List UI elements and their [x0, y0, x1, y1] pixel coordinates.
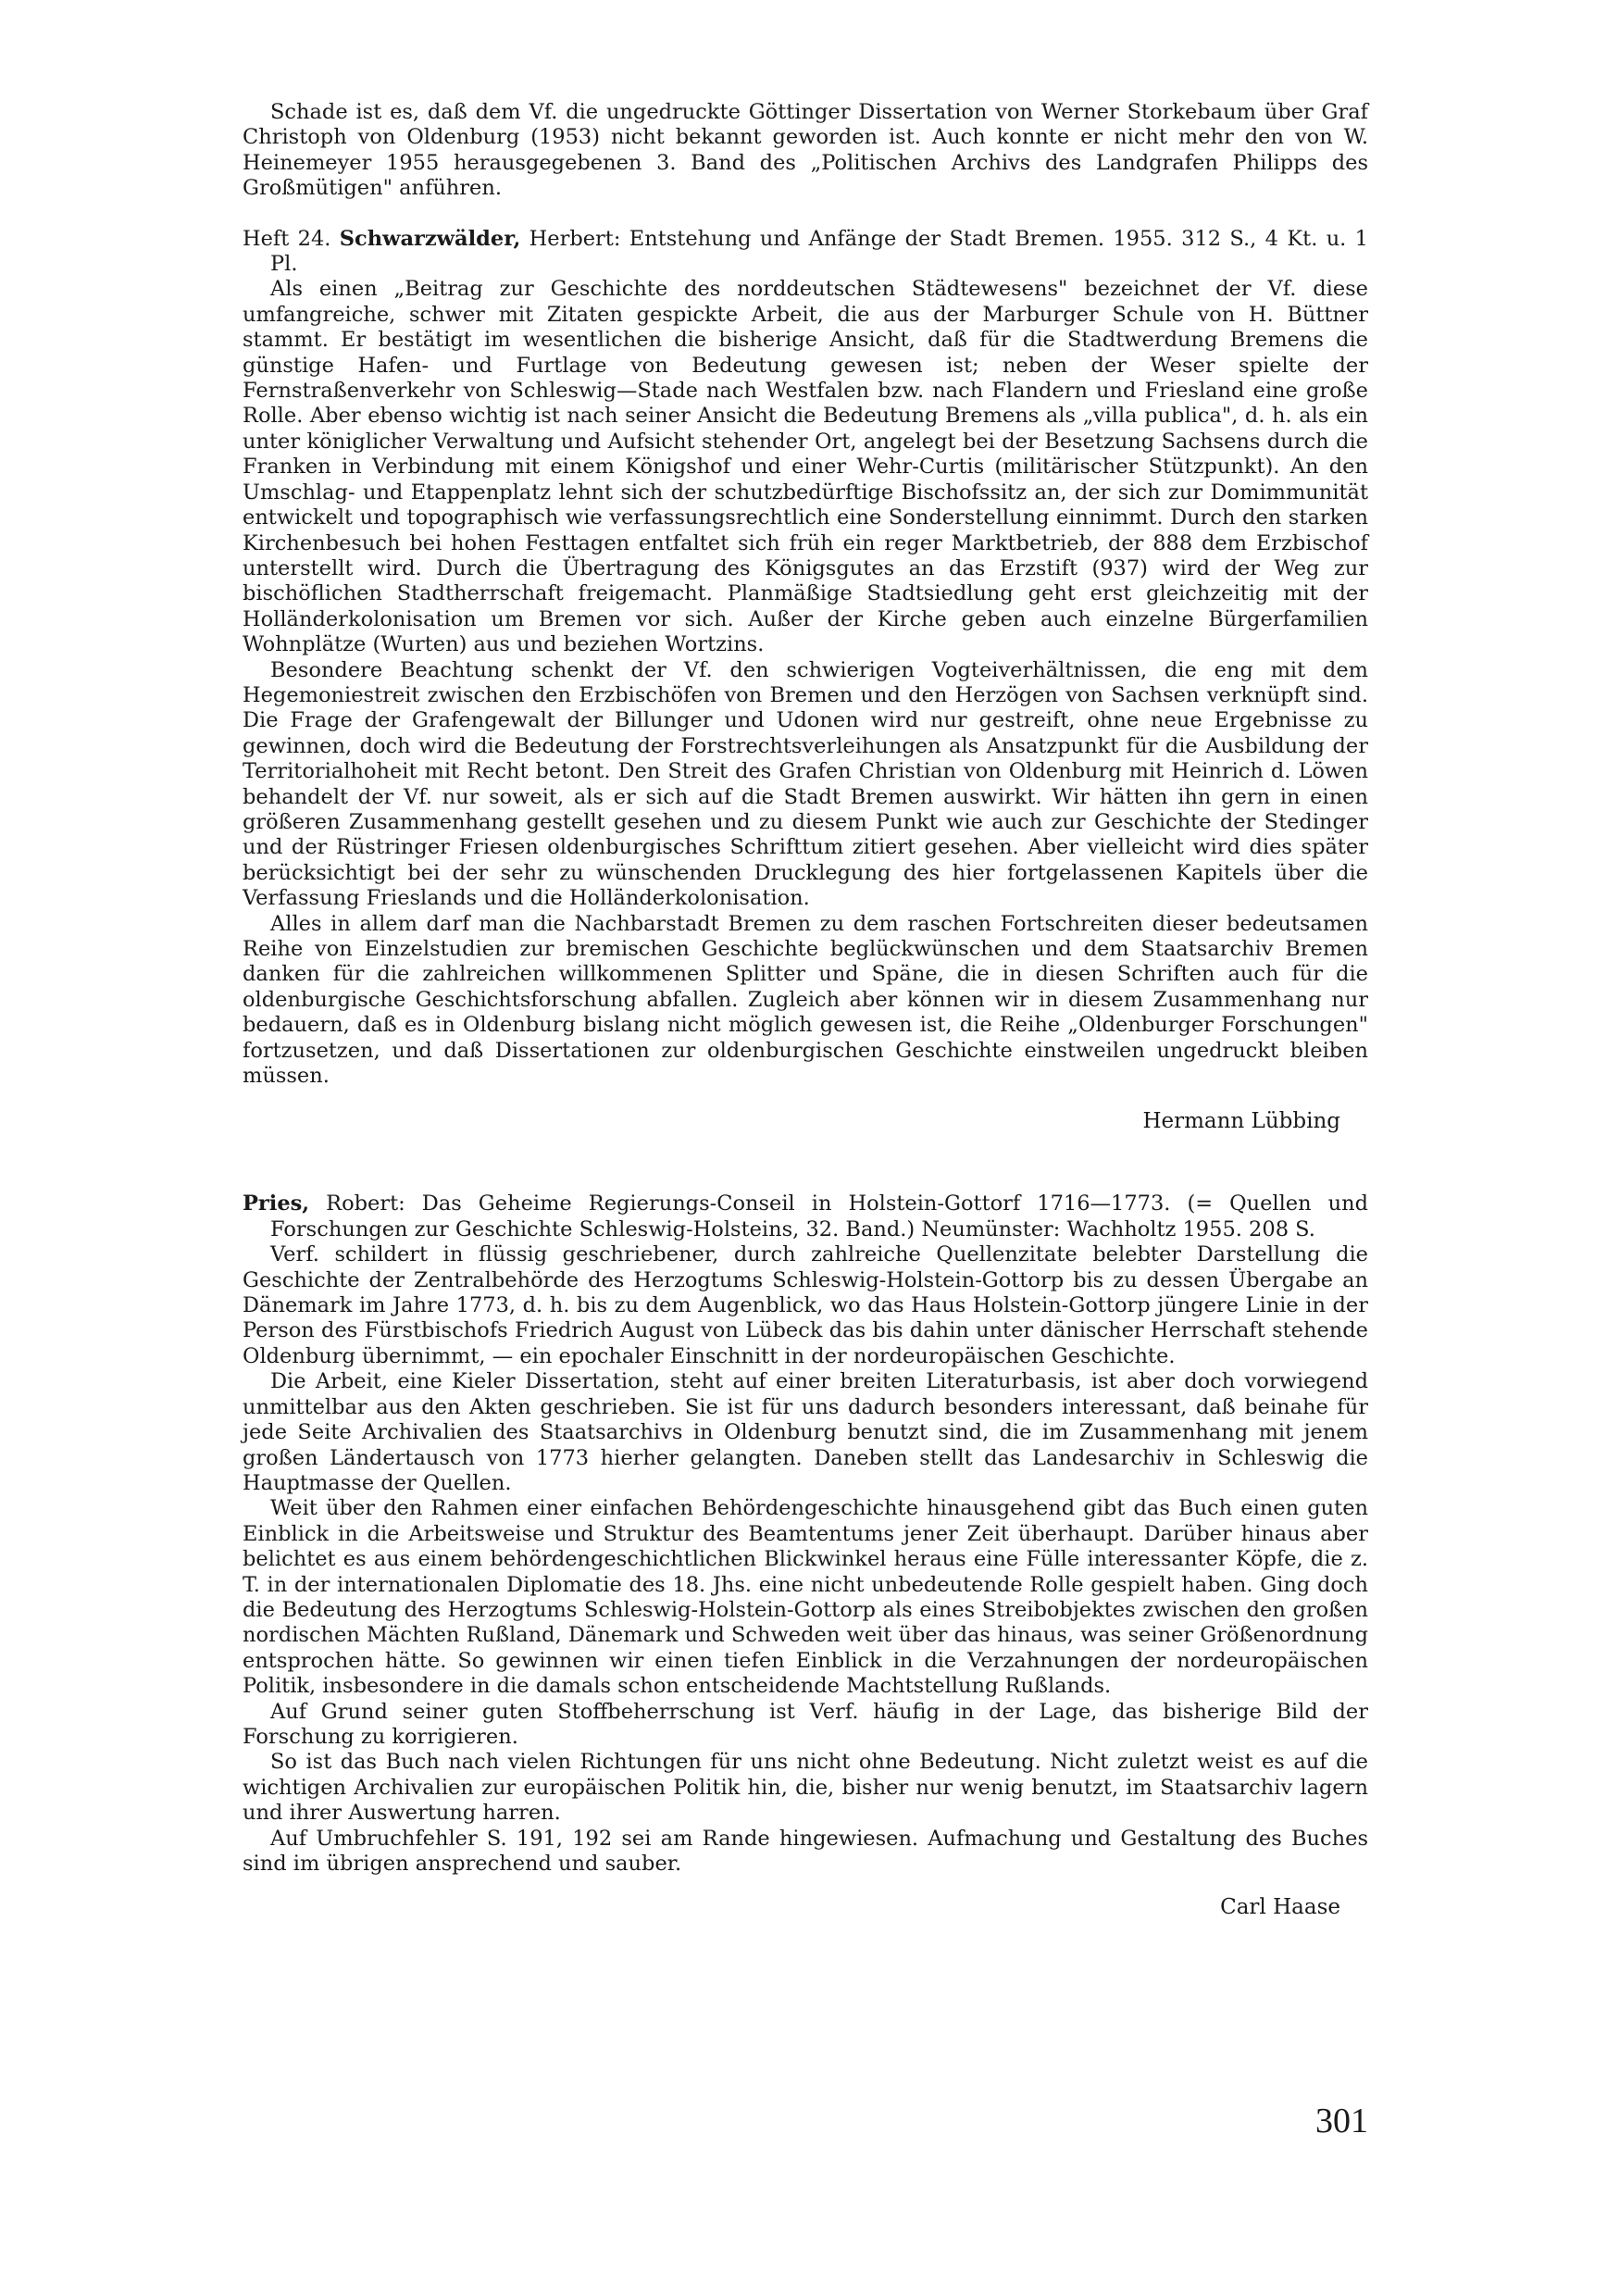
review-2-paragraph: Weit über den Rahmen einer einfachen Behördengeschichte hinausgehend gibt das Buch einen guten Einblick in die Arbeitsweise und Struktur des Beamtentums jener Zeit überhaupt. Darüber hinaus aber belichtet es aus einem behördengeschichtlichen Blickwinkel heraus eine Fülle interessanter Köpfe, die z. T. in der internationalen Diplomatie des 18. Jhs. eine nicht unbedeutende Rolle gespielt haben. Ging doch die Bedeutung des Herzogtums Schleswig-Holstein-Gottorp als eines Streibobjektes zwischen den großen nordischen Mächten Rußland, Dänemark und Schweden weit über das hinaus, was seiner Größenordnung entsprochen hätte. So gewinnen wir einen tiefen Einblick in die Verzahnungen der nordeuropäischen Politik, insbesondere in die damals schon entscheidende Machtstellung Rußlands. [243, 1496, 1368, 1699]
review-2-paragraph: Auf Umbruchfehler S. 191, 192 sei am Rande hingewiesen. Aufmachung und Gestaltung des Buches sind im übrigen ansprechend und sauber. [243, 1826, 1368, 1876]
review-2-citation: Robert: Das Geheime Regierungs-Conseil in Holstein-Gottorf 1716—1773. (= Quellen und Forschungen zur Geschichte Schleswig-Holsteins, 32. Band.) Neumünster: Wachholtz 1955. 208 S. [270, 1192, 1368, 1242]
review-1-paragraph: Als einen „Beitrag zur Geschichte des norddeutschen Städtewesens" bezeichnet der Vf. diese umfangreiche, schwer mit Zitaten gespickte Arbeit, die aus der Marburger Schule von H. Büttner stammt. Er bestätigt im wesentlichen die bisherige Ansicht, daß für die Stadtwerdung Bremens die günstige Hafen- und Furtlage von Bedeutung gewesen ist; neben der Weser spielte der Fernstraßenverkehr von Schleswig—Stade nach Westfalen bzw. nach Flandern und Friesland eine große Rolle. Aber ebenso wichtig ist nach seiner Ansicht die Bedeutung Bremens als „villa publica", d. h. als ein unter königlicher Verwaltung und Aufsicht stehender Ort, angelegt bei der Besetzung Sachsens durch die Franken in Verbindung mit einem Königshof und einer Wehr-Curtis (militärischer Stützpunkt). An den Umschlag- und Etappenplatz lehnt sich der schutzbedürftige Bischofssitz an, der sich zur Domimmunität entwickelt und topographisch wie verfassungsrechtlich eine Sonderstellung einnimmt. Durch den starken Kirchenbesuch bei hohen Festtagen entfaltet sich früh ein reger Marktbetrieb, der 888 dem Erzbischof unterstellt wird. Durch die Übertragung des Königsgutes an das Erzstift (937) wird der Weg zur bischöflichen Stadtherrschaft freigemacht. Planmäßige Stadtsiedlung geht erst gleichzeitig mit der Holländerkolonisation um Bremen vor sich. Außer der Kirche geben auch einzelne Bürgerfamilien Wohnplätze (Wurten) aus und beziehen Wortzins. [243, 277, 1368, 657]
review-2-heading [243, 1192, 1368, 1242]
review-2-reviewer: Carl Haase [1220, 1895, 1340, 1920]
review-2-paragraph: So ist das Buch nach vielen Richtungen für uns nicht ohne Bedeutung. Nicht zuletzt weist es auf die wichtigen Archivalien zur europäischen Politik hin, die, bisher nur wenig benutzt, im Staatsarchiv lagern und ihrer Auswertung harren. [243, 1750, 1368, 1826]
review-2-paragraph: Verf. schildert in flüssig geschriebener, durch zahlreiche Quellenzitate belebter Darstellung die Geschichte der Zentralbehörde des Herzogtums Schleswig-Holstein-Gottorp bis zu dessen Übergabe an Dänemark im Jahre 1773, d. h. bis zu dem Augenblick, wo das Haus Holstein-Gottorp jüngere Linie in der Person des Fürstbischofs Friedrich August von Lübeck das bis dahin unter dänischer Herrschaft stehende Oldenburg übernimmt, — ein epochaler Einschnitt in der nordeuropäischen Geschichte. [243, 1242, 1368, 1368]
review-2-paragraph: Die Arbeit, eine Kieler Dissertation, steht auf einer breiten Literaturbasis, ist aber doch vorwiegend unmittelbar aus den Akten geschrieben. Sie ist für uns dadurch besonders interessant, daß beinahe für jede Seite Archivalien des Staatsarchivs in Oldenburg benutzt sind, die im Zusammenhang mit jenem großen Ländertausch von 1773 hierher gelangten. Daneben stellt das Landesarchiv in Schleswig die Hauptmasse der Quellen. [243, 1369, 1368, 1495]
page-number: 301 [1315, 2102, 1368, 2140]
review-2-paragraph: Auf Grund seiner guten Stoffbeherrschung ist Verf. häufig in der Lage, das bisherige Bild der Forschung zu korrigieren. [243, 1699, 1368, 1749]
review-1-author: Schwarzwälder, [339, 226, 521, 251]
text-column [243, 100, 1368, 1920]
review-1-heft: Heft 24. [243, 226, 331, 251]
review-1-paragraph: Alles in allem darf man die Nachbarstadt Bremen zu dem raschen Fortschreiten dieser bedeutsamen Reihe von Einzelstudien zur bremischen Geschichte beglückwünschen und dem Staatsarchiv Bremen danken für die zahlreichen willkommenen Splitter und Späne, die in diesen Schriften auch für die oldenburgische Geschichtsforschung abfallen. Zugleich aber können wir in diesem Zusammenhang nur bedauern, daß es in Oldenburg bislang nicht möglich gewesen ist, die Reihe „Oldenburger Forschungen" fortzusetzen, und daß Dissertationen zur oldenburgischen Geschichte einstweilen ungedruckt bleiben müssen. [243, 911, 1368, 1089]
intro-paragraph: Schade ist es, daß dem Vf. die ungedruckte Göttinger Dissertation von Werner Storkebaum über Graf Christoph von Oldenburg (1953) nicht bekannt geworden ist. Auch konnte er nicht mehr den von W. Heinemeyer 1955 herausgegebenen 3. Band des „Politischen Archivs des Landgrafen Philipps des Großmütigen" anführen. [243, 100, 1368, 201]
review-1-citation: Herbert: Entstehung und Anfänge der Stadt Bremen. 1955. 312 S., 4 Kt. u. 1 Pl. [270, 226, 1368, 277]
review-2-author: Pries, [243, 1192, 310, 1217]
review-1-paragraph: Besondere Beachtung schenkt der Vf. den schwierigen Vogteiverhältnissen, die eng mit dem Hegemoniestreit zwischen den Erzbischöfen von Bremen und den Herzögen von Sachsen verknüpft sind. Die Frage der Grafengewalt der Billunger und Udonen wird nur gestreift, ohne neue Ergebnisse zu gewinnen, doch wird die Bedeutung der Forstrechtsverleihungen als Ansatzpunkt für die Ausbildung der Territorialhoheit mit Recht betont. Den Streit des Grafen Christian von Oldenburg mit Heinrich d. Löwen behandelt der Vf. nur soweit, als er sich auf die Stadt Bremen auswirkt. Wir hätten ihn gern in einen größeren Zusammenhang gestellt gesehen und zu diesem Punkt wie auch zur Geschichte der Stedinger und der Rüstringer Friesen oldenburgisches Schrifttum zitiert gesehen. Aber vielleicht wird dies später berücksichtigt bei der sehr zu wünschenden Drucklegung des hier fortgelassenen Kapitels über die Verfassung Frieslands und die Holländerkolonisation. [243, 657, 1368, 911]
review-1-heading [243, 227, 1368, 278]
review-1-reviewer: Hermann Lübbing [1142, 1109, 1340, 1134]
